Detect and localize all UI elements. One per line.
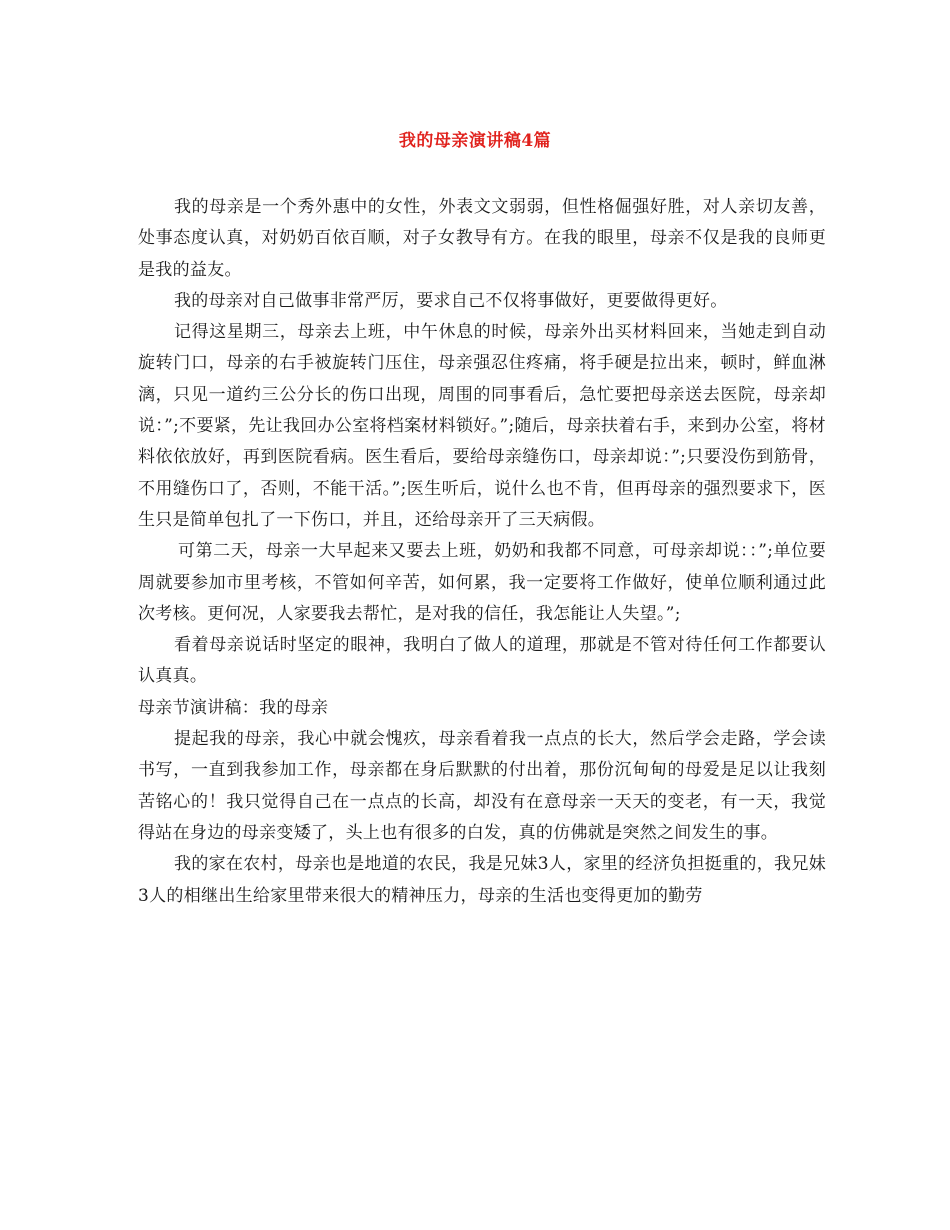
paragraph-3: 记得这星期三，母亲去上班，中午休息的时候，母亲外出买材料回来，当她走到自动旋转门口，母亲的右手被旋转门压住，母亲强忍住疼痛，将手硬是拉出来，顿时，鲜血淋漓，只见一道约三公分长的伤口出现，周围的同事看后，急忙要把母亲送去医院，母亲却说：”;不要紧，先让我回办公室将档案材料锁好。”;随后，母亲扶着右手，来到办公室，将材料依依放好，再到医院看病。医生看后，要给母亲缝伤口，母亲却说：”;只要没伤到筋骨，不用缝伤口了，否则，不能干活。”;医生听后，说什么也不肯，但再母亲的强烈要求下，医生只是简单包扎了一下伤口，并且，还给母亲开了三天病假。 xyxy=(138,322,826,530)
document-body xyxy=(138,192,826,912)
paragraph-4: 可第二天，母亲一大早起来又要去上班，奶奶和我都不同意，可母亲却说：：”;单位要周就要参加市里考核，不管如何辛苦，如何累，我一定要将工作做好，使单位顺利通过此次考核。更何况，人家要我去帮忙，是对我的信任，我怎能让人失望。”; xyxy=(138,541,826,624)
paragraph-1: 我的母亲是一个秀外惠中的女性，外表文文弱弱，但性格倔强好胜，对人亲切友善，处事态度认真，对奶奶百依百顺，对子女教导有方。在我的眼里，母亲不仅是我的良师更是我的益友。 xyxy=(138,197,826,280)
paragraph-7: 我的家在农村，母亲也是地道的农民，我是兄妹3人，家里的经济负担挺重的，我兄妹3人的相继出生给家里带来很大的精神压力，母亲的生活也变得更加的勤劳 xyxy=(138,854,826,906)
paragraph-5: 看着母亲说话时坚定的眼神，我明白了做人的道理，那就是不管对待任何工作都要认认真真。 xyxy=(138,635,826,687)
paragraph-6: 提起我的母亲，我心中就会愧疚，母亲看着我一点点的长大，然后学会走路，学会读书写，一直到我参加工作，母亲都在身后默默的付出着，那份沉甸甸的母爱是足以让我刻苦铭心的！我只觉得自己在一点点的长高，却没有在意母亲一天天的变老，有一天，我觉得站在身边的母亲变矮了，头上也有很多的白发，真的仿佛就是突然之间发生的事。 xyxy=(138,729,826,843)
section-heading: 母亲节演讲稿：我的母亲 xyxy=(138,697,329,718)
document-title: 我的母亲演讲稿4篇 xyxy=(398,131,552,151)
paragraph-2: 我的母亲对自己做事非常严厉，要求自己不仅将事做好，更要做得更好。 xyxy=(174,290,728,311)
